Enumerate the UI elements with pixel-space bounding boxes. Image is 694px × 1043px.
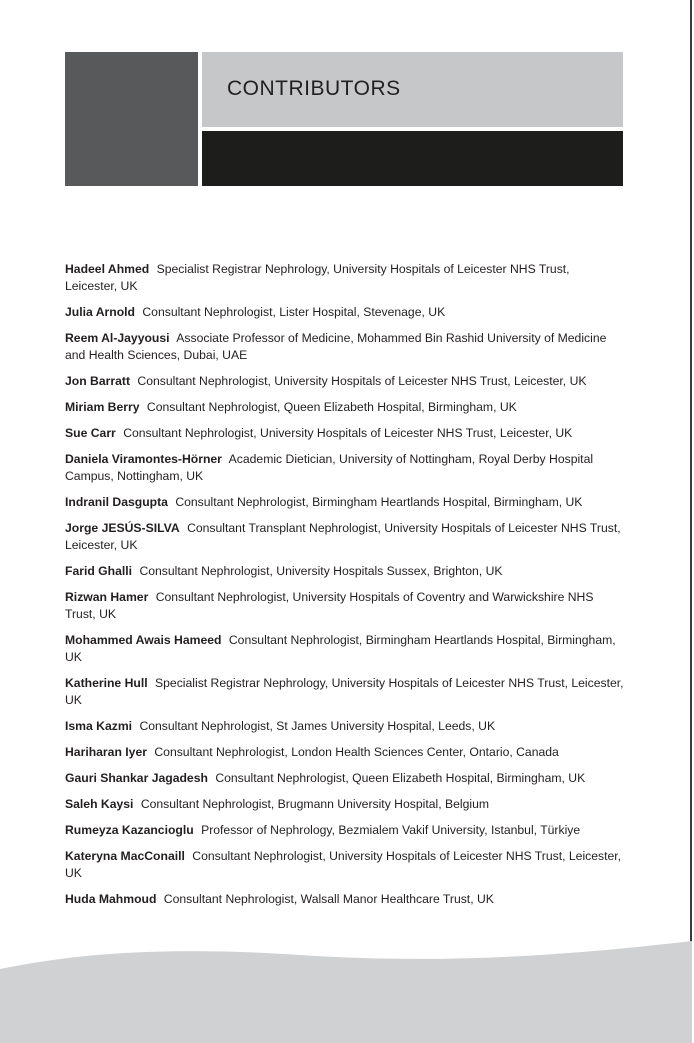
header-title-band (202, 52, 623, 127)
contributor-affiliation: Academic Dietician, University of Nottingham, Royal Derby Hospital Campus, Nottingham, UK (65, 452, 594, 483)
contributor-entry (65, 744, 625, 761)
contributor-name: Sue Carr (65, 426, 116, 440)
contributors-list (65, 261, 625, 917)
contributor-affiliation: Consultant Nephrologist, Brugmann University Hospital, Belgium (140, 797, 490, 811)
contributor-entry (65, 304, 625, 321)
contributor-name: Gauri Shankar Jagadesh (65, 771, 208, 785)
contributor-entry (65, 520, 625, 554)
page-title: CONTRIBUTORS (227, 77, 401, 100)
footer-wave-decoration (0, 933, 692, 1043)
contributor-entry (65, 373, 625, 390)
contributor-entry (65, 589, 625, 623)
contributor-entry (65, 718, 625, 735)
contributor-name: Hariharan Iyer (65, 745, 147, 759)
contributor-entry (65, 330, 625, 364)
contributor-entry (65, 822, 625, 839)
contributor-name: Jon Barratt (65, 374, 131, 388)
contributor-name: Miriam Berry (65, 400, 140, 414)
contributor-entry (65, 451, 625, 485)
contributor-entry (65, 399, 625, 416)
contributor-entry (65, 632, 625, 666)
contributor-name: Julia Arnold (65, 305, 135, 319)
footer-wave-shape (0, 941, 692, 1043)
contributor-affiliation: Consultant Nephrologist, Walsall Manor Healthcare Trust, UK (163, 892, 494, 906)
contributor-name: Indranil Dasgupta (65, 495, 168, 509)
contributor-entry (65, 770, 625, 787)
contributor-entry (65, 848, 625, 882)
contributor-name: Reem Al-Jayyousi (65, 331, 170, 345)
contributor-affiliation: Consultant Nephrologist, University Hospitals of Leicester NHS Trust, Leicester, UK (137, 374, 587, 388)
contributor-affiliation: Professor of Nephrology, Bezmialem Vakif University, Istanbul, Türkiye (201, 823, 581, 837)
contributor-name: Rumeyza Kazancioglu (65, 823, 194, 837)
contributor-affiliation: Consultant Transplant Nephrologist, University Hospitals of Leicester NHS Trust, Leicester, UK (65, 521, 621, 552)
contributor-entry (65, 796, 625, 813)
contributor-name: Isma Kazmi (65, 719, 133, 733)
header-black-band (202, 131, 623, 186)
contributor-entry (65, 261, 625, 295)
contributor-affiliation: Consultant Nephrologist, Queen Elizabeth Hospital, Birmingham, UK (146, 400, 517, 414)
contributor-affiliation: Consultant Nephrologist, Birmingham Heartlands Hospital, Birmingham, UK (175, 495, 583, 509)
contributor-name: Jorge JESÚS-SILVA (65, 521, 180, 535)
contributor-name: Farid Ghalli (65, 564, 133, 578)
contributor-entry (65, 494, 625, 511)
contributor-name: Huda Mahmoud (65, 892, 157, 906)
contributor-name: Daniela Viramontes-Hörner (65, 452, 222, 466)
contributor-affiliation: Specialist Registrar Nephrology, University Hospitals of Leicester NHS Trust, Leicester, UK (65, 262, 570, 293)
contributor-name: Saleh Kaysi (65, 797, 134, 811)
contributor-affiliation: Consultant Nephrologist, University Hospitals of Leicester NHS Trust, Leicester, UK (65, 849, 622, 880)
contributor-affiliation: Consultant Nephrologist, London Health Sciences Center, Ontario, Canada (154, 745, 559, 759)
contributor-entry (65, 675, 625, 709)
contributor-affiliation: Consultant Nephrologist, University Hospitals of Coventry and Warwickshire NHS Trust, UK (65, 590, 594, 621)
contributor-affiliation: Specialist Registrar Nephrology, University Hospitals of Leicester NHS Trust, Leicester, UK (65, 676, 624, 707)
contributor-entry (65, 891, 625, 908)
contributor-affiliation: Consultant Nephrologist, University Hospitals Sussex, Brighton, UK (139, 564, 503, 578)
contributor-affiliation: Associate Professor of Medicine, Mohammed Bin Rashid University of Medicine and Health Sciences, Dubai, UAE (65, 331, 607, 362)
contributor-name: Mohammed Awais Hameed (65, 633, 222, 647)
contributor-entry (65, 425, 625, 442)
contributor-entry (65, 563, 625, 580)
contributor-affiliation: Consultant Nephrologist, Birmingham Heartlands Hospital, Birmingham, UK (65, 633, 616, 664)
contributor-name: Rizwan Hamer (65, 590, 149, 604)
contributor-name: Katherine Hull (65, 676, 148, 690)
contributor-affiliation: Consultant Nephrologist, St James University Hospital, Leeds, UK (139, 719, 496, 733)
contributor-name: Kateryna MacConaill (65, 849, 185, 863)
contributor-affiliation: Consultant Nephrologist, Lister Hospital, Stevenage, UK (142, 305, 446, 319)
contributor-name: Hadeel Ahmed (65, 262, 150, 276)
header-dark-block (65, 52, 198, 186)
contributor-affiliation: Consultant Nephrologist, University Hospitals of Leicester NHS Trust, Leicester, UK (123, 426, 573, 440)
contributor-affiliation: Consultant Nephrologist, Queen Elizabeth Hospital, Birmingham, UK (215, 771, 586, 785)
